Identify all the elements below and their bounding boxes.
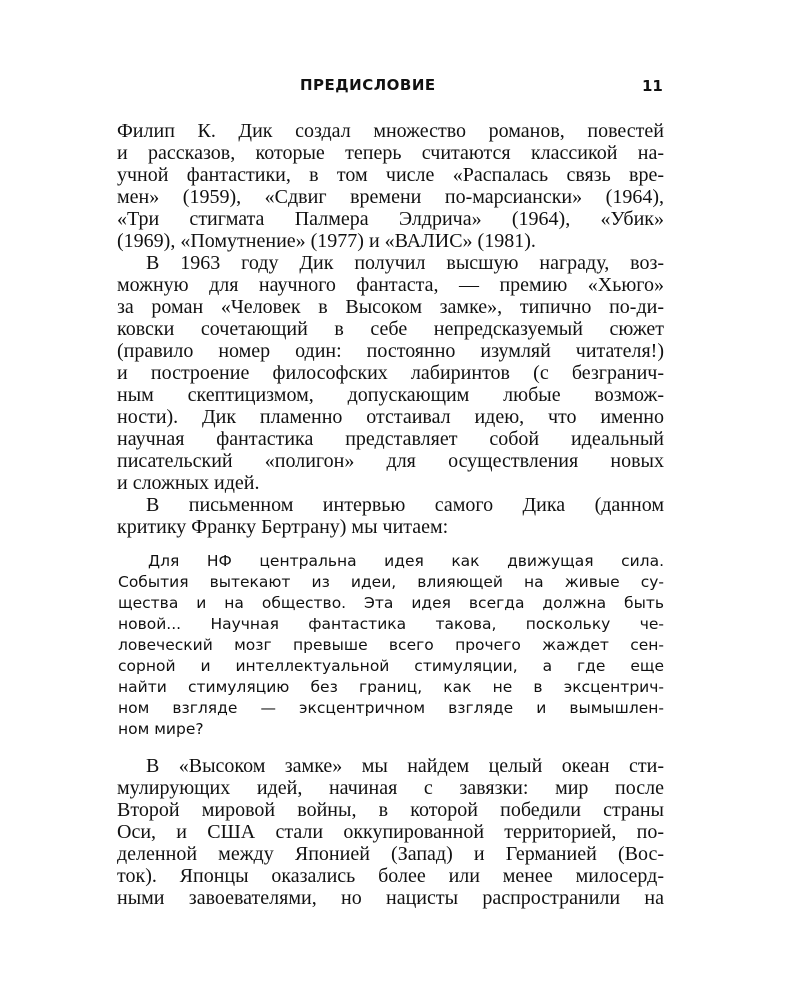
- quote-line: Для НФ центральна идея как движущая сила.: [148, 552, 664, 570]
- quote-line: ном взгляде — эксцентричном взгляде и вымышлен-: [118, 699, 664, 717]
- quote-line: ном мире?: [118, 720, 204, 738]
- quote-line: найти стимуляцию без границ, как не в эксцентрич-: [118, 678, 664, 696]
- quote-line: сорной и интеллектуальной стимуляции, а где еще: [118, 657, 664, 675]
- paragraph-2-line: писательский «полигон» для осуществления новых: [117, 450, 664, 472]
- paragraph-2-line: В 1963 году Дик получил высшую награду, воз-: [146, 252, 664, 274]
- paragraph-4-line: мулирующих идей, начиная с завязки: мир после: [117, 777, 664, 799]
- paragraph-1-line: учной фантастики, в том числе «Распалась связь вре-: [117, 164, 664, 186]
- paragraph-2-line: за роман «Человек в Высоком замке», типично по-ди-: [117, 296, 664, 318]
- paragraph-2-line: ности). Дик пламенно отстаивал идею, что именно: [117, 406, 664, 428]
- paragraph-4-line: ными завоевателями, но нацисты распространили на: [117, 887, 664, 909]
- quote-line: новой... Научная фантастика такова, поскольку че-: [118, 615, 664, 633]
- paragraph-4-line: Второй мировой войны, в которой победили страны: [117, 799, 664, 821]
- paragraph-1-line: «Три стигмата Палмера Элдрича» (1964), «Убик»: [117, 208, 664, 230]
- page-number: 11: [642, 77, 663, 95]
- paragraph-4-line: ток). Японцы оказались более или менее милосерд-: [117, 865, 664, 887]
- quote-line: щества и на общество. Эта идея всегда должна быть: [118, 594, 664, 612]
- paragraph-2-line: научная фантастика представляет собой идеальный: [117, 428, 664, 450]
- paragraph-4-line: Оси, и США стали оккупированной территорией, по-: [117, 821, 664, 843]
- paragraph-1-line: мен» (1959), «Сдвиг времени по-марсиански» (1964),: [117, 186, 664, 208]
- paragraph-2-line: (правило номер один: постоянно изумляй читателя!): [117, 340, 664, 362]
- paragraph-2-line: и сложных идей.: [117, 472, 260, 494]
- paragraph-2-line: ным скептицизмом, допускающим любые возмож-: [117, 384, 664, 406]
- paragraph-3-line: критику Франку Бертрану) мы читаем:: [117, 516, 449, 538]
- quote-line: ловеческий мозг превыше всего прочего жаждет сен-: [118, 636, 664, 654]
- paragraph-2-line: можную для научного фантаста, — премию «Хьюго»: [117, 274, 664, 296]
- paragraph-4-line: деленной между Японией (Запад) и Германией (Вос-: [117, 843, 664, 865]
- paragraph-4-line: В «Высоком замке» мы найдем целый океан сти-: [146, 755, 664, 777]
- running-title: ПРЕДИСЛОВИЕ: [300, 76, 436, 94]
- quote-line: События вытекают из идеи, влияющей на живые су-: [118, 573, 664, 591]
- paragraph-3-line: В письменном интервью самого Дика (данном: [146, 494, 664, 516]
- paragraph-1-line: и рассказов, которые теперь считаются классикой на-: [117, 142, 664, 164]
- paragraph-2-line: ковски сочетающий в себе непредсказуемый сюжет: [117, 318, 664, 340]
- paragraph-1-line: (1969), «Помутнение» (1977) и «ВАЛИС» (1981).: [117, 230, 536, 252]
- paragraph-1-line: Филип К. Дик создал множество романов, повестей: [117, 120, 664, 142]
- paragraph-2-line: и построение философских лабиринтов (с безгранич-: [117, 362, 664, 384]
